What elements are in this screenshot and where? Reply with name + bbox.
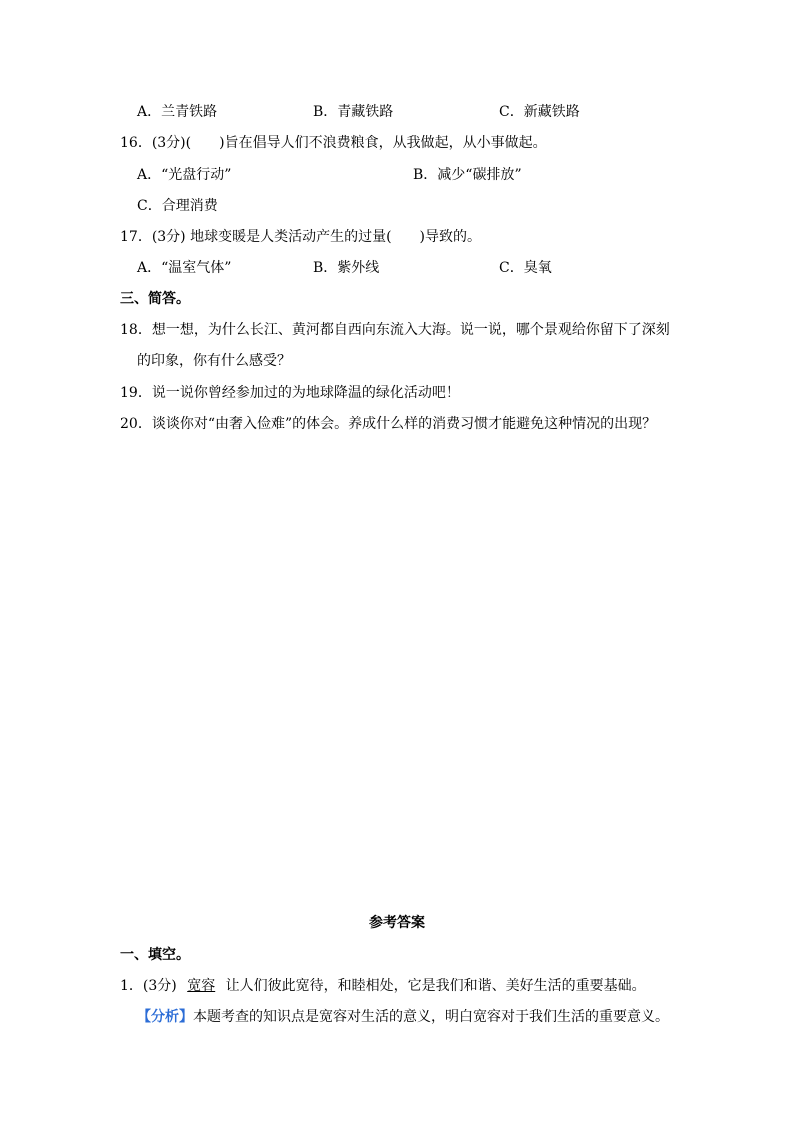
- answers-title: 参考答案: [369, 915, 425, 931]
- answer-1-prefix: 1．(3分): [120, 978, 177, 994]
- answer-1-analysis: [137, 1007, 669, 1027]
- q16-option-a: A．“光盘行动”: [137, 167, 232, 183]
- answer-1-blank: 宽容: [187, 978, 216, 994]
- answers-section-fill-in: 一、填空。: [120, 947, 190, 963]
- q16-stem: 16．(3分)( )旨在倡导人们不浪费粮食，从我做起，从小事做起。: [120, 135, 547, 151]
- q15-option-b: B．青藏铁路: [313, 104, 394, 120]
- q17-stem: 17．(3分) 地球变暖是人类活动产生的过量( )导致的。: [120, 229, 482, 245]
- q18-stem-line1: 18．想一想，为什么长江、黄河都自西向东流入大海。说一说，哪个景观给你留下了深刻: [120, 322, 670, 338]
- q15-option-a: A．兰青铁路: [137, 104, 218, 120]
- analysis-tag: 【分析】: [137, 1009, 193, 1025]
- analysis-text: 本题考查的知识点是宽容对生活的意义，明白宽容对于我们生活的重要意义。: [193, 1009, 669, 1025]
- q16-option-b: B．减少“碳排放”: [413, 167, 522, 183]
- section-short-answer-title: 三、简答。: [120, 291, 190, 307]
- q17-option-c: C．臭氧: [499, 260, 552, 276]
- answer-1-suffix: 让人们彼此宽待，和睦相处，它是我们和谐、美好生活的重要基础。: [225, 978, 646, 994]
- q17-option-a: A．“温室气体”: [137, 260, 232, 276]
- answer-1: [120, 976, 646, 996]
- q19-stem: 19．说一说你曾经参加过的为地球降温的绿化活动吧！: [120, 385, 460, 401]
- q20-stem: 20．谈谈你对“由奢入俭难”的体会。养成什么样的消费习惯才能避免这种情况的出现？: [120, 416, 657, 432]
- q18-stem-line2: 的印象，你有什么感受？: [137, 353, 291, 369]
- q17-option-b: B．紫外线: [313, 260, 380, 276]
- q15-option-c: C．新藏铁路: [499, 104, 580, 120]
- q16-option-c: C．合理消费: [137, 198, 218, 214]
